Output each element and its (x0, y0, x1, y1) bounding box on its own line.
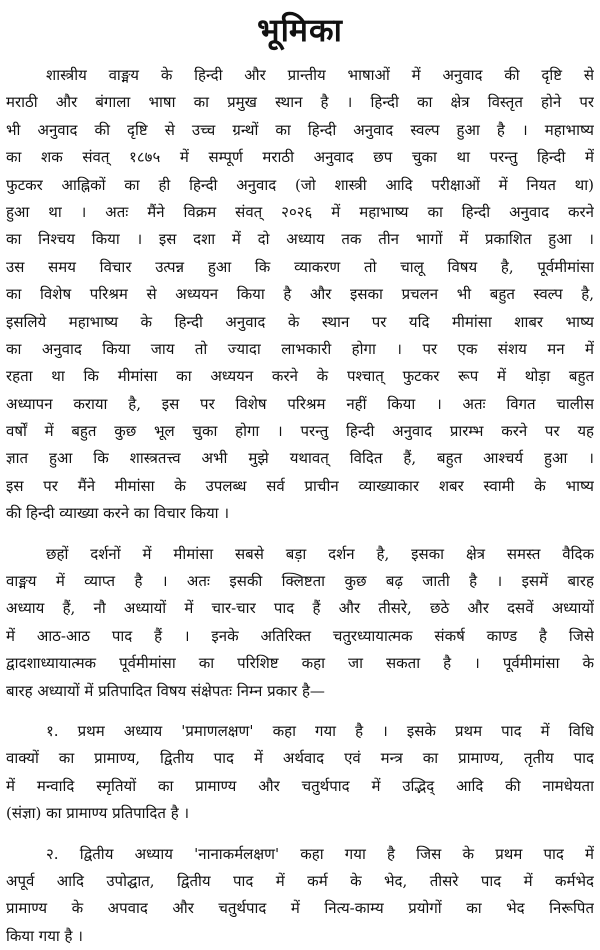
text-line: छहों दर्शनों में मीमांसा सबसे बड़ा दर्शन है, इसका क्षेत्र समस्त वैदिक (46, 544, 594, 563)
text-line: इस पर मैंने मीमांसा के उपलब्ध सर्व प्राचीन व्याख्याकार शबर स्वामी के भाष्य (6, 476, 594, 495)
page-title: भूमिका (257, 11, 343, 49)
text-line: फुटकर आह्निकों का ही हिन्दी अनुवाद (जो शास्त्री आदि परीक्षाओं में नियत था) (6, 175, 594, 194)
text-line: अपूर्व आदि उपोद्घात, द्वितीय पाद में कर्म के भेद, तीसरे पाद में कर्मभेद (6, 871, 594, 890)
text-line: ज्ञात हुआ कि शास्त्रतत्त्व अभी मुझे यथावत् विदित हैं, बहुत आश्चर्य हुआ । (6, 449, 594, 468)
text-line: २. द्वितीय अध्याय 'नानाकर्मलक्षण' कहा गया है जिस के प्रथम पाद में (46, 844, 594, 863)
text-line: में मन्वादि स्मृतियों का प्रामाण्य और चतुर्थपाद में उद्भिद् आदि की नामधेयता (6, 776, 594, 795)
text-line: १. प्रथम अध्याय 'प्रमाणलक्षण' कहा गया है । इसके प्रथम पाद में विधि (46, 721, 594, 740)
text-line: की हिन्दी व्याख्या करने का विचार किया । (6, 504, 230, 523)
paragraph-gap (6, 705, 594, 718)
text-line: का शक संवत् १८७५ में सम्पूर्ण मराठी अनुवाद छप चुका था परन्तु हिन्दी में (6, 148, 594, 167)
text-line: हुआ था । अतः मैंने विक्रम संवत् २०२६ में महाभाष्य का हिन्दी अनुवाद करने (6, 202, 594, 221)
paragraph-chapter-2 (6, 841, 594, 950)
text-line: उस समय विचार उत्पन्न हुआ कि व्याकरण तो चालू विषय है, पूर्वमीमांसा (6, 257, 594, 276)
text-line: मराठी और बंगाला भाषा का प्रमुख स्थान है । हिन्दी का क्षेत्र विस्तृत होने पर (6, 93, 594, 112)
text-line: वर्षों में बहुत कुछ भूल चुका होगा । परन्तु हिन्दी अनुवाद प्रारम्भ करने पर यह (6, 422, 594, 441)
text-line: अध्याय हैं, नौ अध्यायों में चार-चार पाद हैं और तीसरे, छठे और दसवें अध्यायों (6, 599, 594, 618)
text-line: वाङ्मय में व्याप्त है । अतः इसकी क्लिष्टता कुछ बढ़ जाती है । इसमें बारह (6, 572, 594, 591)
text-line: प्रामाण्य के अपवाद और चतुर्थपाद में नित्य-काम्य प्रयोगों का भेद निरूपित (6, 899, 594, 918)
text-line: बारह अध्यायों में प्रतिपादित विषय संक्षेपतः निम्न प्रकार है— (6, 681, 325, 700)
text-line: (संज्ञा) का प्रामाण्य प्रतिपादित है । (6, 804, 190, 823)
text-line: का निश्चय किया । इस दशा में दो अध्याय तक तीन भागों में प्रकाशित हुआ । (6, 230, 594, 249)
paragraph-gap (6, 528, 594, 541)
text-line: अध्यापन कराया है, इस पर विशेष परिश्रम नहीं किया । अतः विगत चालीस (6, 394, 594, 413)
text-line: का विशेष परिश्रम से अध्ययन किया है और इसका प्रचलन भी बहुत स्वल्प है, (6, 285, 594, 304)
text-line: का अनुवाद किया जाय तो ज्यादा लाभकारी होगा । पर एक संशय मन में (6, 339, 594, 358)
text-line: द्वादशाध्यायात्मक पूर्वमीमांसा का परिशिष्ट कहा जा सकता है । पूर्वमीमांसा के (6, 654, 594, 673)
paragraph-darshan (6, 541, 594, 705)
text-line: इसलिये महाभाष्य के हिन्दी अनुवाद के स्थान पर यदि मीमांसा शाबर भाष्य (6, 312, 594, 331)
text-line: वाक्यों का प्रामाण्य, द्वितीय पाद में अर्थवाद एवं मन्त्र का प्रामाण्य, तृतीय पाद (6, 749, 594, 768)
text-line: शास्त्रीय वाङ्मय के हिन्दी और प्रान्तीय भाषाओं में अनुवाद की दृष्टि से (46, 66, 594, 84)
text-line: रहता था कि मीमांसा का अध्ययन करने के पश्चात् फुटकर रूप में थोड़ा बहुत (6, 367, 594, 386)
text-line: में आठ-आठ पाद हैं । इनके अतिरिक्त चतुरध्यायात्मक संकर्ष काण्ड है जिसे (6, 626, 594, 645)
paragraph-chapter-1 (6, 718, 594, 828)
text-line: किया गया है । (6, 926, 83, 945)
paragraph-gap (6, 828, 594, 841)
paragraph-intro (6, 62, 594, 528)
text-line: भी अनुवाद की दृष्टि से उच्च ग्रन्थों का हिन्दी अनुवाद स्वल्प हुआ है । महाभाष्य (6, 120, 594, 139)
